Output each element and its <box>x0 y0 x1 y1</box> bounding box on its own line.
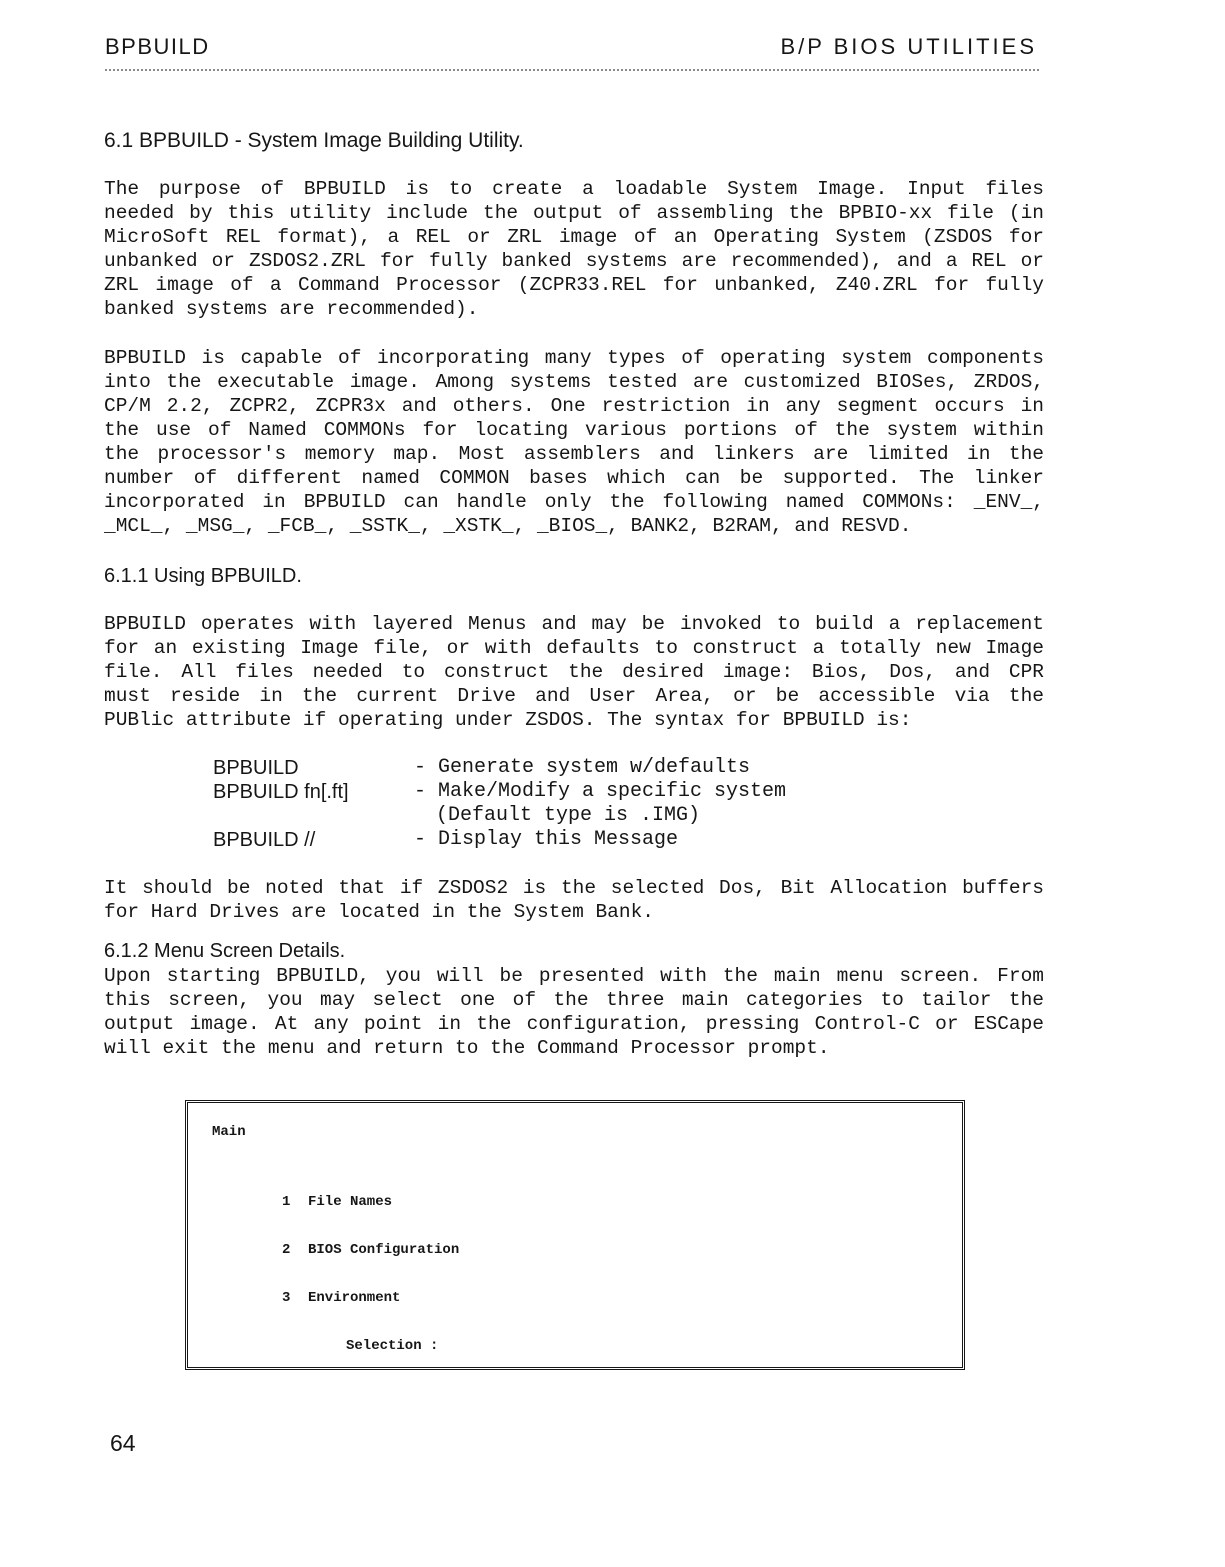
paragraph-line: The purpose of BPBUILD is to create a loadable System Image. Input files <box>104 178 1044 200</box>
paragraph-line: MicroSoft REL format), a REL or ZRL image of an Operating System (ZSDOS for <box>104 226 1044 248</box>
syntax-command: BPBUILD <box>213 757 299 779</box>
header-rule <box>105 69 1039 71</box>
paragraph-line: CP/M 2.2, ZCPR2, ZCPR3x and others. One restriction in any segment occurs in <box>104 395 1044 417</box>
menu-title: Main <box>212 1124 246 1140</box>
syntax-command: BPBUILD // <box>213 829 316 851</box>
intro-paragraph <box>104 177 1044 321</box>
paragraph-line: output image. At any point in the configuration, pressing Control-C or ESCape <box>104 1013 1044 1035</box>
menu-item-file-names: File Names <box>308 1194 393 1210</box>
paragraph-line: BPBUILD is capable of incorporating many types of operating system components <box>104 347 1044 369</box>
section-title: 6.1 BPBUILD - System Image Building Utility. <box>104 129 524 152</box>
paragraph-line: the use of Named COMMONs for locating various portions of the system within <box>104 419 1044 441</box>
paragraph-line: needed by this utility include the output of assembling the BPBIO-xx file (in <box>104 202 1044 224</box>
paragraph-line: BPBUILD operates with layered Menus and may be invoked to build a replacement <box>104 613 1044 635</box>
paragraph-line: must reside in the current Drive and User Area, or be accessible via the <box>104 685 1044 707</box>
paragraph-line: It should be noted that if ZSDOS2 is the selected Dos, Bit Allocation buffers <box>104 877 1044 899</box>
paragraph-line: the processor's memory map. Most assemblers and linkers are limited in the <box>104 443 1044 465</box>
paragraph-line: into the executable image. Among systems tested are customized BIOSes, ZRDOS, <box>104 371 1044 393</box>
zsdos2-note <box>104 876 1044 924</box>
paragraph-line: for Hard Drives are located in the System Bank. <box>104 901 654 923</box>
paragraph-line: Upon starting BPBUILD, you will be presented with the main menu screen. From <box>104 965 1044 987</box>
subsection-title-using: 6.1.1 Using BPBUILD. <box>104 565 302 587</box>
running-header-right: B/P BIOS UTILITIES <box>780 34 1037 59</box>
paragraph-line: ZRL image of a Command Processor (ZCPR33.REL for unbanked, Z40.ZRL for fully <box>104 274 1044 296</box>
menu-item-bios-configuration: BIOS Configuration <box>308 1242 460 1258</box>
subsection-title-menu: 6.1.2 Menu Screen Details. <box>104 940 346 962</box>
syntax-default-note: (Default type is .IMG) <box>436 804 701 827</box>
paragraph-line: unbanked or ZSDOS2.ZRL for fully banked systems are recommended), and a REL or <box>104 250 1044 272</box>
paragraph-line: will exit the menu and return to the Command Processor prompt. <box>104 1037 830 1059</box>
paragraph-line: banked systems are recommended). <box>104 298 479 320</box>
syntax-description: - Display this Message <box>414 828 679 851</box>
using-paragraph <box>104 612 1044 732</box>
paragraph-line: number of different named COMMON bases which can be supported. The linker <box>104 467 1044 489</box>
syntax-description: - Generate system w/defaults <box>414 756 751 779</box>
menu-item-number: 1 <box>282 1194 291 1210</box>
paragraph-line: this screen, you may select one of the three main categories to tailor the <box>104 989 1044 1011</box>
menu-item-environment: Environment <box>308 1290 401 1306</box>
paragraph-line: for an existing Image file, or with defaults to construct a totally new Image <box>104 637 1044 659</box>
syntax-description: - Make/Modify a specific system <box>414 780 787 803</box>
menu-item-number: 3 <box>282 1290 291 1306</box>
page-number: 64 <box>110 1430 136 1456</box>
paragraph-line: incorporated in BPBUILD can handle only the following named COMMONs: _ENV_, <box>104 491 1044 513</box>
menu-item-number: 2 <box>282 1242 291 1258</box>
paragraph-line: _MCL_, _MSG_, _FCB_, _SSTK_, _XSTK_, _BIOS_, BANK2, B2RAM, and RESVD. <box>104 515 912 537</box>
menu-screen-figure <box>185 1100 965 1370</box>
syntax-command: BPBUILD fn[.ft] <box>213 781 349 803</box>
menu-selection-prompt: Selection : <box>346 1338 439 1354</box>
components-paragraph <box>104 346 1044 538</box>
menu-paragraph <box>104 964 1044 1060</box>
paragraph-line: file. All files needed to construct the desired image: Bios, Dos, and CPR <box>104 661 1044 683</box>
paragraph-line: PUBlic attribute if operating under ZSDOS. The syntax for BPBUILD is: <box>104 709 912 731</box>
running-header-left: BPBUILD <box>105 34 210 59</box>
